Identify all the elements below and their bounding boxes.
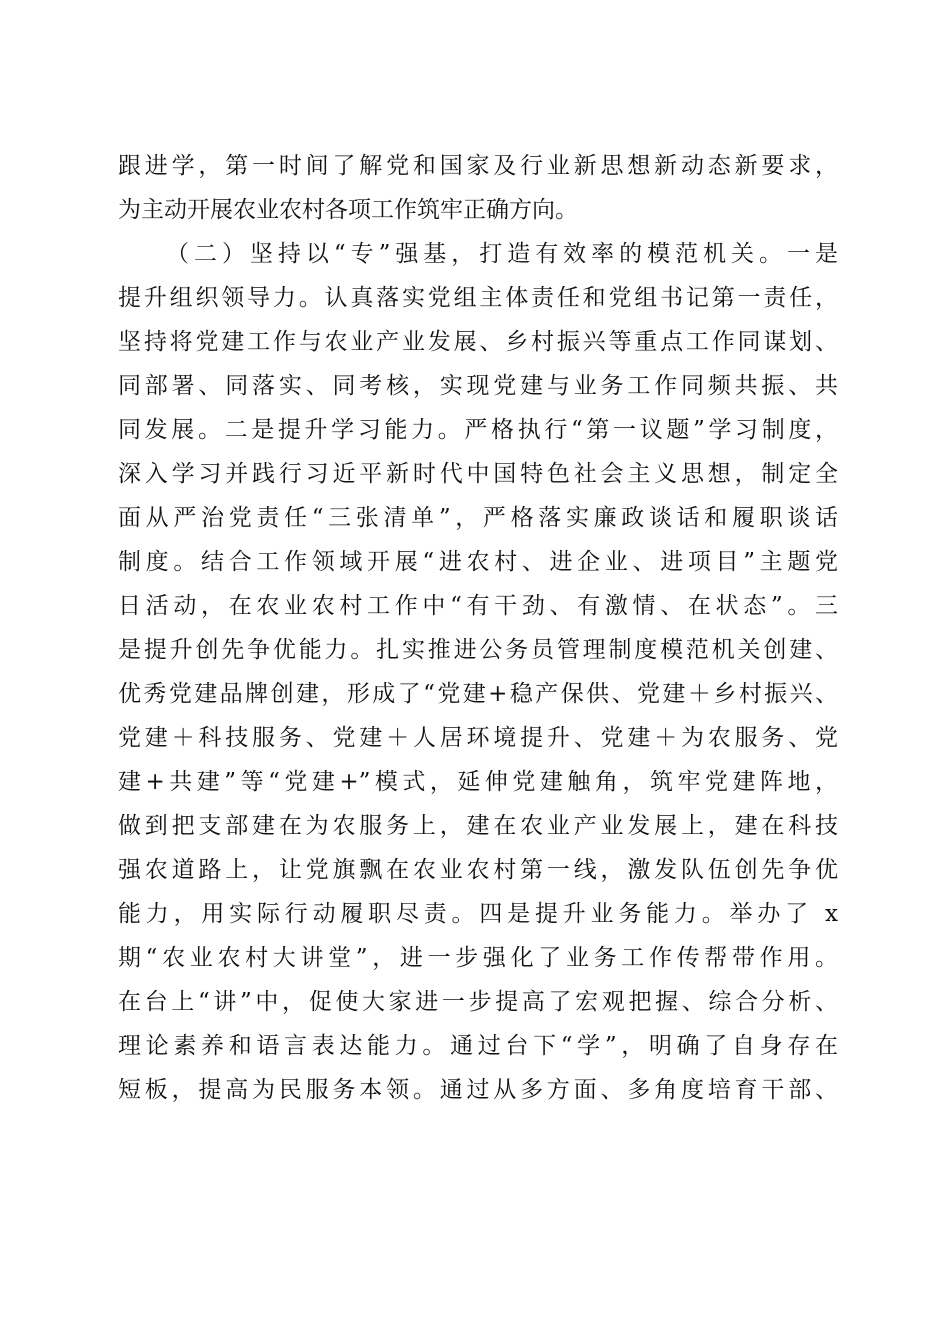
text-line: 期“农业农村大讲堂”，进一步强化了业务工作传帮带作用。 xyxy=(118,945,838,971)
text-line: 面从严治党责任“三张清单”，严格落实廉政谈话和履职谈话 xyxy=(118,505,838,531)
text-line: 党建＋科技服务、党建＋人居环境提升、党建＋为农服务、党 xyxy=(118,725,838,751)
section-heading-line: （二）坚持以“专”强基，打造有效率的模范机关。一是 xyxy=(166,241,838,267)
text-line: 能力，用实际行动履职尽责。四是提升业务能力。举办了 x xyxy=(118,901,838,927)
text-line: 日活动，在农业农村工作中“有干劲、有激情、在状态”。三 xyxy=(118,593,838,619)
text-line: 提升组织领导力。认真落实党组主体责任和党组书记第一责任， xyxy=(118,285,838,311)
text-line: 理论素养和语言表达能力。通过台下“学”，明确了自身存在 xyxy=(118,1033,838,1059)
text-line: 跟进学，第一时间了解党和国家及行业新思想新动态新要求， xyxy=(118,153,838,179)
text-line: 短板，提高为民服务本领。通过从多方面、多角度培育干部、 xyxy=(118,1077,838,1103)
text-line: 坚持将党建工作与农业产业发展、乡村振兴等重点工作同谋划、 xyxy=(118,329,838,355)
text-line: 深入学习并践行习近平新时代中国特色社会主义思想，制定全 xyxy=(118,461,838,487)
text-line: 为主动开展农业农村各项工作筑牢正确方向。 xyxy=(118,197,578,223)
text-line: 做到把支部建在为农服务上，建在农业产业发展上，建在科技 xyxy=(118,813,838,839)
text-line: 优秀党建品牌创建，形成了“党建+稳产保供、党建＋乡村振兴、 xyxy=(118,681,838,707)
text-line: 在台上“讲”中，促使大家进一步提高了宏观把握、综合分析、 xyxy=(118,989,838,1015)
text-line: 强农道路上，让党旗飘在农业农村第一线，激发队伍创先争优 xyxy=(118,857,838,883)
text-line: 同发展。二是提升学习能力。严格执行“第一议题”学习制度， xyxy=(118,417,838,443)
text-line: 制度。结合工作领域开展“进农村、进企业、进项目”主题党 xyxy=(118,549,838,575)
text-line: 建+共建”等“党建+”模式，延伸党建触角，筑牢党建阵地， xyxy=(118,769,838,795)
text-line: 同部署、同落实、同考核，实现党建与业务工作同频共振、共 xyxy=(118,373,838,399)
text-line: 是提升创先争优能力。扎实推进公务员管理制度模范机关创建、 xyxy=(118,637,838,663)
